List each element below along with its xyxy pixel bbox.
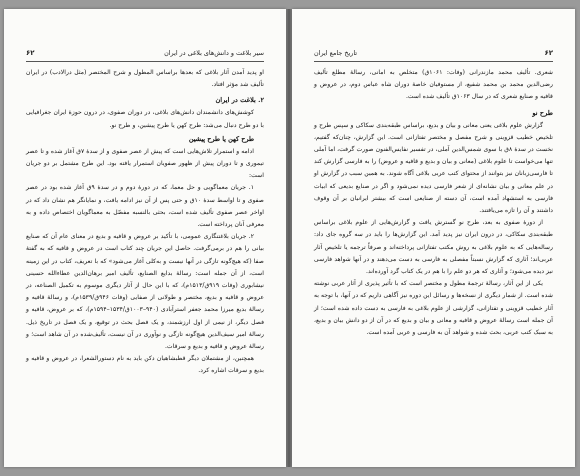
- left-running-header: [26, 49, 264, 59]
- right-page-number: ۶۲: [544, 49, 553, 57]
- right-header-rule: [314, 61, 553, 62]
- right-running-title: تاریخ جامع ایران: [314, 49, 358, 57]
- left-paragraph: همچنین، از مشتملان دیگر قطبشاهیان دکن باید به نام دستورالشعرا، در عروض و قافیه و بدیع و سرقات اشاره کرد.: [26, 355, 264, 375]
- left-section-heading: ۲. بلاغت در ایران: [215, 96, 264, 105]
- right-body-text: [314, 67, 553, 455]
- left-paragraph: ۱. جریان معماگویی و حل معما، که در دورهٔ دوم و در سدهٔ ۹ق آغاز شده بود در عصر صفوی و تا اواسط سدهٔ ۱۰ق و حتی پس از آن نیز ادامه یافت، و نمایانگر هم نشان داد که در اواخر عصر صفوی تألیف شده است، بحثی بالنسبه مفصّل به معماگویان اختصاص داده و به معرفی آنان پرداخته است.: [26, 184, 264, 229]
- right-section-heading: طرح نو: [532, 108, 553, 117]
- right-paragraph: یکی از این آثار، رسالهٔ ترجمهٔ مطول و مختصر است که با تأثیر پذیری از آثار عربی نوشته شده است. از شمار دیگری از نسخه‌ها و رسائل این دوره نیز آگاهی داریم که در آنها، با توجه به آثار خطیب قزوینی و تفتازانی، گزارشی از علوم بلاغی به فارسی به دست داده شده است؛ از آن جمله است رسالهٔ عروض و قافیه و معانی و بیان و بدیع که در آن از دو دانش بیان و بدیع، به سبک کتب عربی، بحث شده و شواهد آن به فارسی و عربی آمده است.: [314, 280, 553, 337]
- right-paragraph: شعری. تألیف محمد مازندرانی (وفات: ۱۰۶۱ق) متخلص به امانی، رسالهٔ مطلع تألیف رضی‌الدین محمد بن محمد شفیع، از مستوفیان خاصهٔ دوران شاه عباس دوم، در عروض و قافیه و صنایع شعری که در سال ۱۰۶۳ق تألیف شده است.: [314, 69, 553, 101]
- left-paragraph: کوشش‌های دانشمندان دانش‌های بلاغی، در دوران صفوی، در درون حوزهٔ ایران جغرافیایی با دو طرح دنبال می‌شد: طرح کهن یا طرح پیشین، و طرح نو.: [26, 109, 264, 129]
- right-running-header: [314, 49, 553, 59]
- left-paragraph: ۲. جریان بلاغتنگاری عمومی، با تأکید بر عروض و قافیه و بدیع در معنای عام آن که صنایع بیانی را هم در برمی‌گرفت. حاصل این جریان چند کتاب است در عروض و قافیه که به گفتهٔ صفا (که هیچ‌گونه تازگی در آنها نیست و به‌کلی آغاز می‌شود» که با تعریف، کتاب در این زمینه است، از آن جمله است: رسالهٔ بدایع الصنایع، تألیف امیر برهان‌الدین عطاءالله حسینی نیشابوری (وفات ۹۱۹ق/۱۵۱۳م)، که با این حال از آثار دیگری موسوم به تکمیل الصناعه، در عروض و قافیه و بدیع، مختصر و طولانی از صفایی (وفات ۹۴۶ق/۱۵۳۹م)، و رسالهٔ قافیه و رسالهٔ بدیع میرزا محمد جعفر استرآبادی (۹۴۰–۱۰۰۳ق/۱۵۳۴–۱۵۹۴م)، که بر عروض، قافیه و فصل دیگر، از نیمی از اول ارزشمند، و یک فصل بحث در توقیع، و یک فصل در تاریخ ذیل. رسالهٔ امیر سیف‌الدین هیچ‌گونه تازگی و نوآوری در آن نیست، تألیف‌شده در آن شاهد است؛ و رسالهٔ عروض و قافیه و بدیع و سرقات.: [26, 233, 265, 351]
- left-running-title: سیر بلاغت و دانش‌های بلاغی در ایران: [164, 49, 264, 57]
- left-body-text: [26, 67, 264, 455]
- left-paragraph: ادامه و استمرار تلاش‌هایی است که پیش از عصر صفوی و از سدهٔ ۷ق آغاز شده و تا عصر تیموری و تا دوران پیش از ظهور صفویان استمرار یافته بود. این طرح مشتمل بر دو جریان است:: [26, 147, 264, 180]
- left-page: [4, 9, 286, 467]
- right-paragraph: از دورهٔ صفوی به بعد، طرح نو گسترش یافت و گزارش‌هایی از علوم بلاغی براساس طبقه‌بندی سکاکی، در درون ایران نیز پدید آمد. این گزارش‌ها را باید در سه گروه جای داد: رساله‌هایی که به علوم بلاغی به روش مکتب تفتازانی پرداخته‌اند و صرفاً ترجمه یا تلخیص آثار عربی‌اند؛ آثاری که گزارش نسبتاً مفصلی به فارسی به دست می‌دهند و در آنها شواهد فارسی نیز دیده می‌شود؛ و آثاری که هر دو علم را با هم در یک کتاب گرد آورده‌اند.: [314, 219, 553, 276]
- left-page-number: ۶۲: [26, 49, 35, 57]
- left-paragraph: او پدید آمدن آثار بلاغی که بعدها براساس المطول و شرح المختصر (مثل درالادب) در ایران تألیف شد مؤثر افتاد.: [26, 69, 264, 89]
- right-paragraph: گزارش علوم بلاغی یعنی معانی و بیان و بدیع، براساس طبقه‌بندی سکاکی و سپس طرح و تلخیص خطیب قزوینی و شرح مفصل و مختصر تفتازانی است. این گزارش، چنان‌که گفتیم، نخست در سدهٔ ۸ق با سوی شمس‌الدین آملی، در تفسیر نفایس‌الفنون صورت گرفت، اما آملی تنها می‌خواست تا علوم بلاغی (معانی و بیان و بدیع و قافیه و عروض) را به فارسی گزارش کند تا فارسی‌زبانان نیز بتوانند از محتوای کتب عربی بلاغی آگاه شوند. به همین سبب در گزارش او در علم معانی و بیان نشانه‌ای از شعر فارسی دیده نمی‌شود و اگر در صنایع بدیعی که ابیات فارسی به استشهاد آمده است، آن دسته از صنایعی است که بیشتر ایرانیان بر آن وقوف داشتند و آن را تازه می‌یافتند.: [314, 121, 554, 215]
- left-subsection-heading: طرح کهن یا طرح پیشین: [188, 134, 254, 143]
- right-page: [292, 9, 575, 467]
- left-header-rule: [26, 61, 264, 62]
